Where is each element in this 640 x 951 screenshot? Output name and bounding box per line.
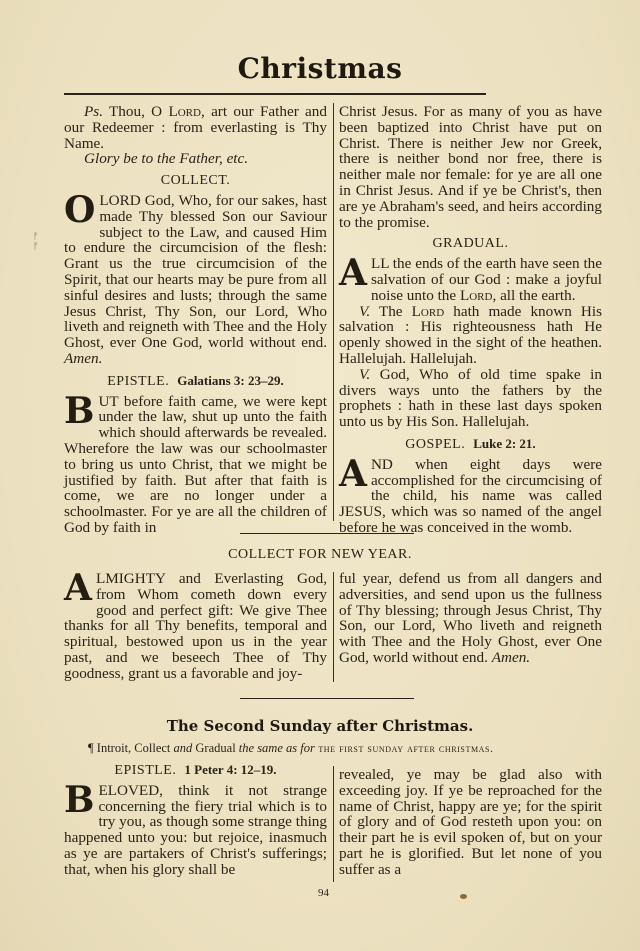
- column-divider-lower: [333, 766, 334, 882]
- title-rule: [64, 93, 486, 95]
- gradual-verse-2: V. God, Who of old time spake in divers ways unto the fathers by the prophets : hath in these last days spoken unto us by His Son. Hallelujah.: [339, 365, 602, 431]
- epistle-heading: EPISTLE. Galatians 3: 23–29.: [107, 372, 284, 389]
- epistle-text: BUT before faith came, we were kept under the law, shut up unto the faith which should afterwards be revealed. Wherefore the law was our schoolmaster to bring us unto Christ, that we might be justified by faith. But after that faith is come, we are no longer under a schoolmaster. For ye are all the children of God by faith in: [64, 389, 327, 536]
- column-divider-new-year: [333, 572, 334, 682]
- page-title: Christmas: [237, 52, 403, 85]
- new-year-left: [64, 567, 327, 682]
- new-year-right: [339, 571, 602, 666]
- page-number: 94: [318, 887, 329, 899]
- gradual-verse-1: V. The Lord hath made known His salvation : His righteousness hath He openly showed in the sight of the heathen. Hallelujah. Hallelujah.: [339, 302, 602, 367]
- section-rule: [240, 698, 414, 699]
- epistle-heading: EPISTLE. 1 Peter 4: 12–19.: [114, 762, 277, 778]
- drop-cap: A: [64, 567, 92, 609]
- gospel-text: AND when eight days were accomplished for the circumcising of the child, his name was called JESUS, which was so named of the angel before he was conceived in the womb.: [339, 452, 602, 536]
- pilcrow-icon: ¶: [88, 741, 94, 755]
- drop-cap: B: [64, 389, 95, 432]
- left-column-upper: [64, 104, 327, 536]
- paper-stain: [460, 894, 467, 899]
- gloria-patri: Glory be to the Father, etc.: [84, 150, 249, 168]
- second-sunday-right: [339, 767, 602, 878]
- second-sunday-left: [64, 762, 327, 878]
- section-rule: [240, 533, 414, 534]
- second-sunday-title: The Second Sunday after Christmas.: [166, 717, 474, 735]
- epistle-text: BELOVED, think it not strange concerning the fiery trial which is to try you, as though some strange thing happened unto you: but rejoice, inasmuch as ye are partakers of Christ's sufferings; that, when his glory shall be: [64, 778, 327, 878]
- epistle-continued: revealed, ye may be glad also with exceeding joy. If ye be reproached for the name of Christ, happy are ye; for the spirit of glory and of God resteth upon you: on their part he is evil spoken of, but on your part he is glorified. But let none of you suffer as a: [339, 766, 602, 878]
- collect-heading: COLLECT.: [160, 173, 231, 189]
- drop-cap: B: [64, 778, 95, 821]
- column-divider-upper: [333, 103, 334, 521]
- gospel-heading: GOSPEL. Luke 2: 21.: [405, 435, 536, 452]
- margin-pencil-mark: ᚠ ᚠ: [33, 232, 39, 252]
- epistle-continued: Christ Jesus. For as many of you as have been baptized into Christ have put on Christ. There is neither Jew nor Greek, there is neither bond nor free, there is neither male nor female: for ye are all one in Christ Jesus. And if ye be Christ's, then are ye Abraham's seed, and heirs according to the promise.: [339, 103, 602, 231]
- drop-cap: A: [339, 252, 367, 295]
- new-year-collect-text: ALMIGHTY and Everlasting God, from Whom cometh down every good and perfect gift: We give Thee thanks for all Thy benefits, temporal and spiritual, bestowed upon us in the year past, and we beseech Thee of Thy goodness, grant us a favorable and joy-: [64, 567, 327, 682]
- right-column-upper: [339, 104, 602, 536]
- gradual-text: ALL the ends of the earth have seen the salvation of our God : make a joyful noise unto the Lord, all the earth.: [339, 252, 602, 304]
- new-year-collect-continued: ful year, defend us from all dangers and adversities, and send upon us the fullness of Thy blessing; through Jesus Christ, Thy Son, our Lord, Who liveth and reigneth with Thee and the Holy Ghost, ever One God, world without end. Amen.: [339, 570, 602, 666]
- title-rule-end: [442, 93, 486, 95]
- new-year-heading: COLLECT FOR NEW YEAR.: [228, 547, 412, 562]
- collect-text: OLORD God, Who, for our sakes, hast made Thy blessed Son our Saviour subject to the Law, and caused Him to endure the circumcision of the flesh: Grant us the true circumcision of the Spirit, that our hearts may be pure from all sinful desires and lusts; through the same Jesus Christ, Thy Son, our Lord, Who liveth and reigneth with Thee and the Holy Ghost, ever One God, world without end. Amen.: [64, 188, 327, 367]
- psalm-verse: Ps. Thou, O Lord, art our Father and our Redeemer : from everlasting is Thy Name.: [64, 103, 327, 152]
- rubric: ¶ Introit, Collect and Gradual the same as for the first sunday after christmas.: [88, 741, 494, 755]
- drop-cap: A: [339, 452, 367, 495]
- gradual-heading: GRADUAL.: [432, 236, 509, 252]
- drop-cap: O: [64, 188, 96, 231]
